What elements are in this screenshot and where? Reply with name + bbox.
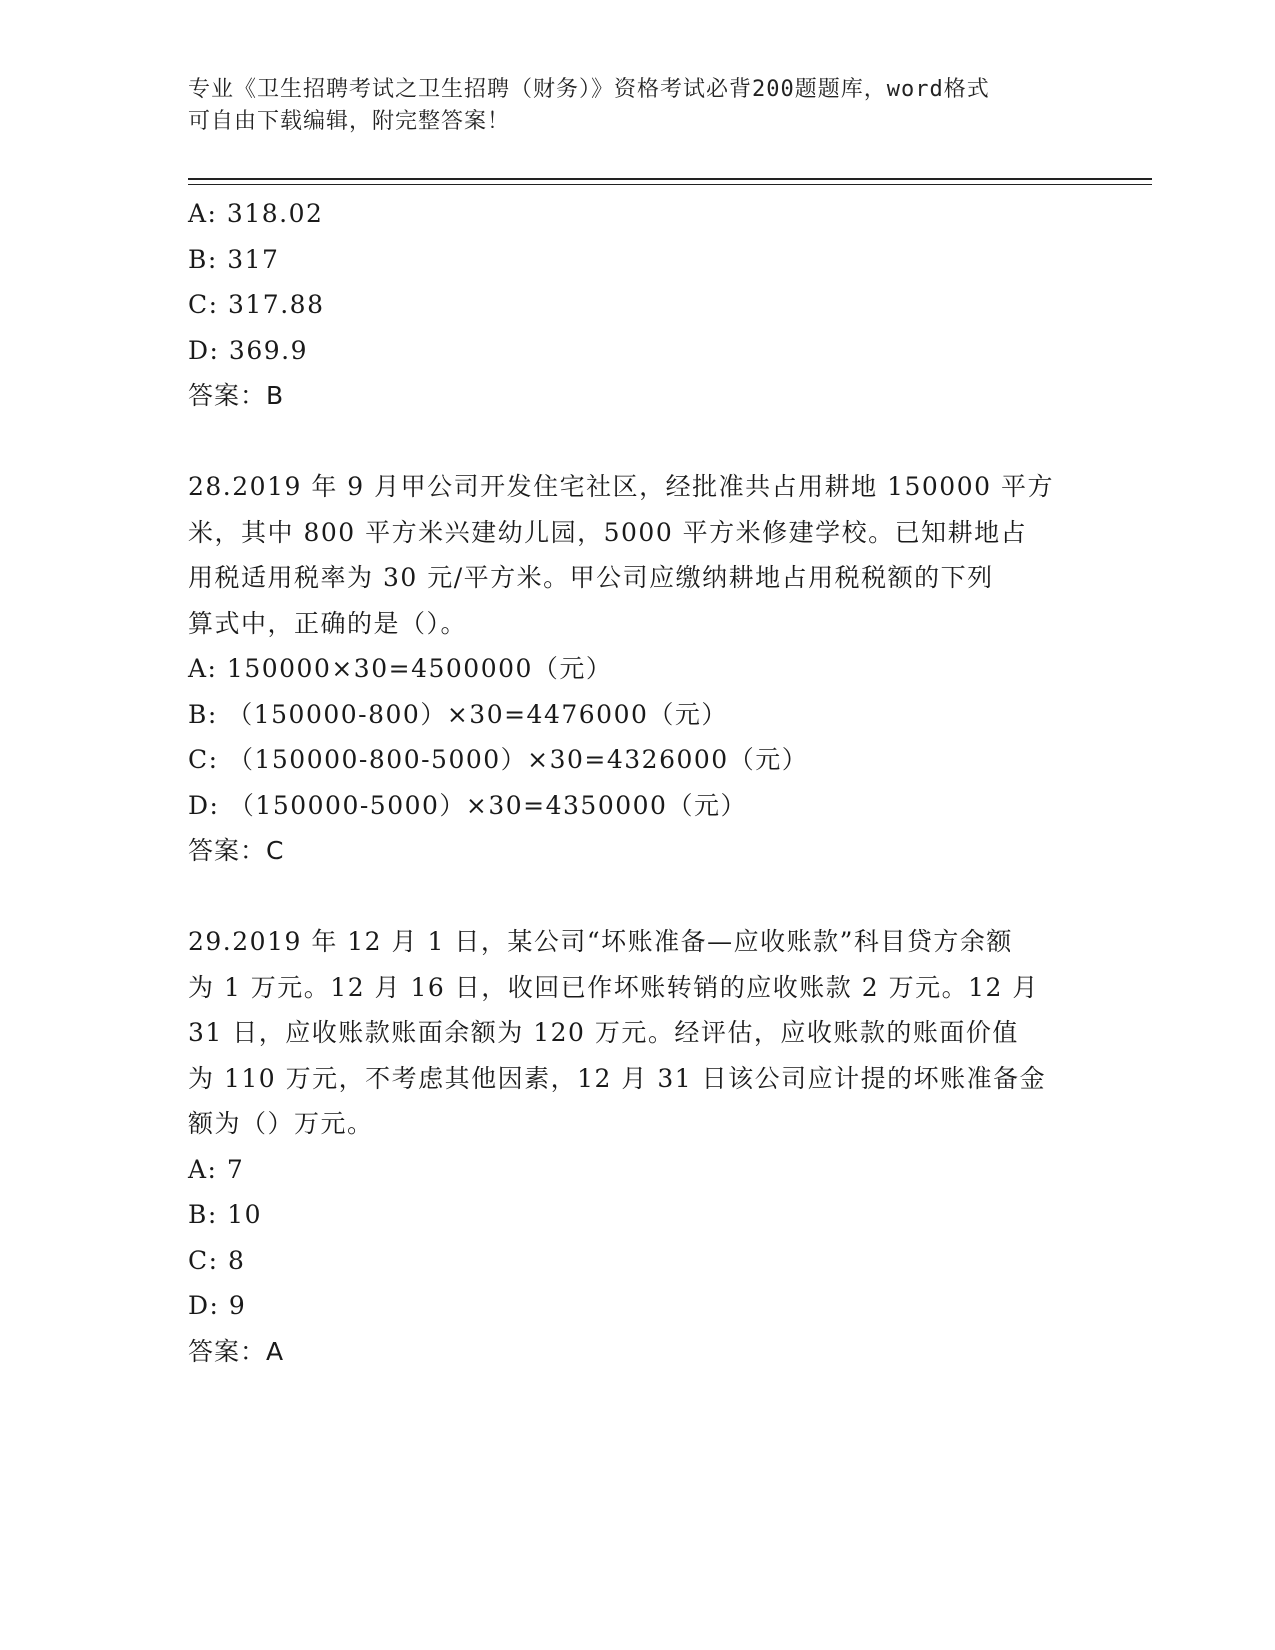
option-d: D: 369.9 bbox=[188, 335, 308, 365]
option-a: A: 150000×30=4500000（元） bbox=[188, 654, 613, 683]
stem-line: 额为（）万元。 bbox=[188, 1109, 374, 1138]
spacer bbox=[188, 419, 1088, 465]
question-27 bbox=[188, 191, 1088, 419]
stem-line: 31 日，应收账款账面余额为 120 万元。经评估，应收账款的账面价值 bbox=[188, 1018, 1019, 1047]
question-list bbox=[188, 191, 1088, 1374]
option-b: B: （150000-800）×30=4476000（元） bbox=[188, 699, 728, 729]
header-line-2: 可自由下载编辑，附完整答案！ bbox=[188, 109, 511, 134]
question-29 bbox=[188, 919, 1088, 1374]
option-c: C: （150000-800-5000）×30=4326000（元） bbox=[188, 745, 809, 774]
option-b: B: 317 bbox=[188, 244, 280, 274]
option-c: C: 317.88 bbox=[188, 290, 325, 319]
header-divider-thin bbox=[188, 184, 1152, 185]
question-stem bbox=[188, 464, 1058, 646]
header-divider-thick bbox=[188, 178, 1152, 180]
answer: 答案：A bbox=[188, 1336, 285, 1366]
option-b: B: 10 bbox=[188, 1200, 263, 1229]
option-a: A: 318.02 bbox=[188, 199, 324, 228]
stem-line: 29.2019 年 12 月 1 日，某公司“坏账准备—应收账款”科目贷方余额 bbox=[188, 927, 1013, 956]
question-stem bbox=[188, 919, 1058, 1147]
option-d: D: 9 bbox=[188, 1291, 247, 1320]
document-header bbox=[188, 74, 1068, 138]
answer: 答案：B bbox=[188, 381, 285, 410]
stem-line: 28.2019 年 9 月甲公司开发住宅社区，经批准共占用耕地 150000 平方 bbox=[188, 472, 1054, 501]
spacer bbox=[188, 874, 1088, 920]
stem-line: 米，其中 800 平方米兴建幼儿园，5000 平方米修建学校。已知耕地占 bbox=[188, 517, 1028, 547]
question-28 bbox=[188, 464, 1088, 874]
option-a: A: 7 bbox=[188, 1154, 245, 1184]
header-line-1: 专业《卫生招聘考试之卫生招聘（财务）》资格考试必背200题题库，word格式 bbox=[188, 77, 990, 102]
stem-line: 用税适用税率为 30 元/平方米。甲公司应缴纳耕地占用税税额的下列 bbox=[188, 563, 994, 592]
option-c: C: 8 bbox=[188, 1245, 246, 1275]
stem-line: 算式中，正确的是（）。 bbox=[188, 608, 468, 638]
stem-line: 为 110 万元，不考虑其他因素，12 月 31 日该公司应计提的坏账准备金 bbox=[188, 1063, 1047, 1093]
stem-line: 为 1 万元。12 月 16 日，收回已作坏账转销的应收账款 2 万元。12 月 bbox=[188, 972, 1039, 1002]
option-d: D: （150000-5000）×30=4350000（元） bbox=[188, 790, 747, 820]
answer: 答案：C bbox=[188, 836, 285, 865]
